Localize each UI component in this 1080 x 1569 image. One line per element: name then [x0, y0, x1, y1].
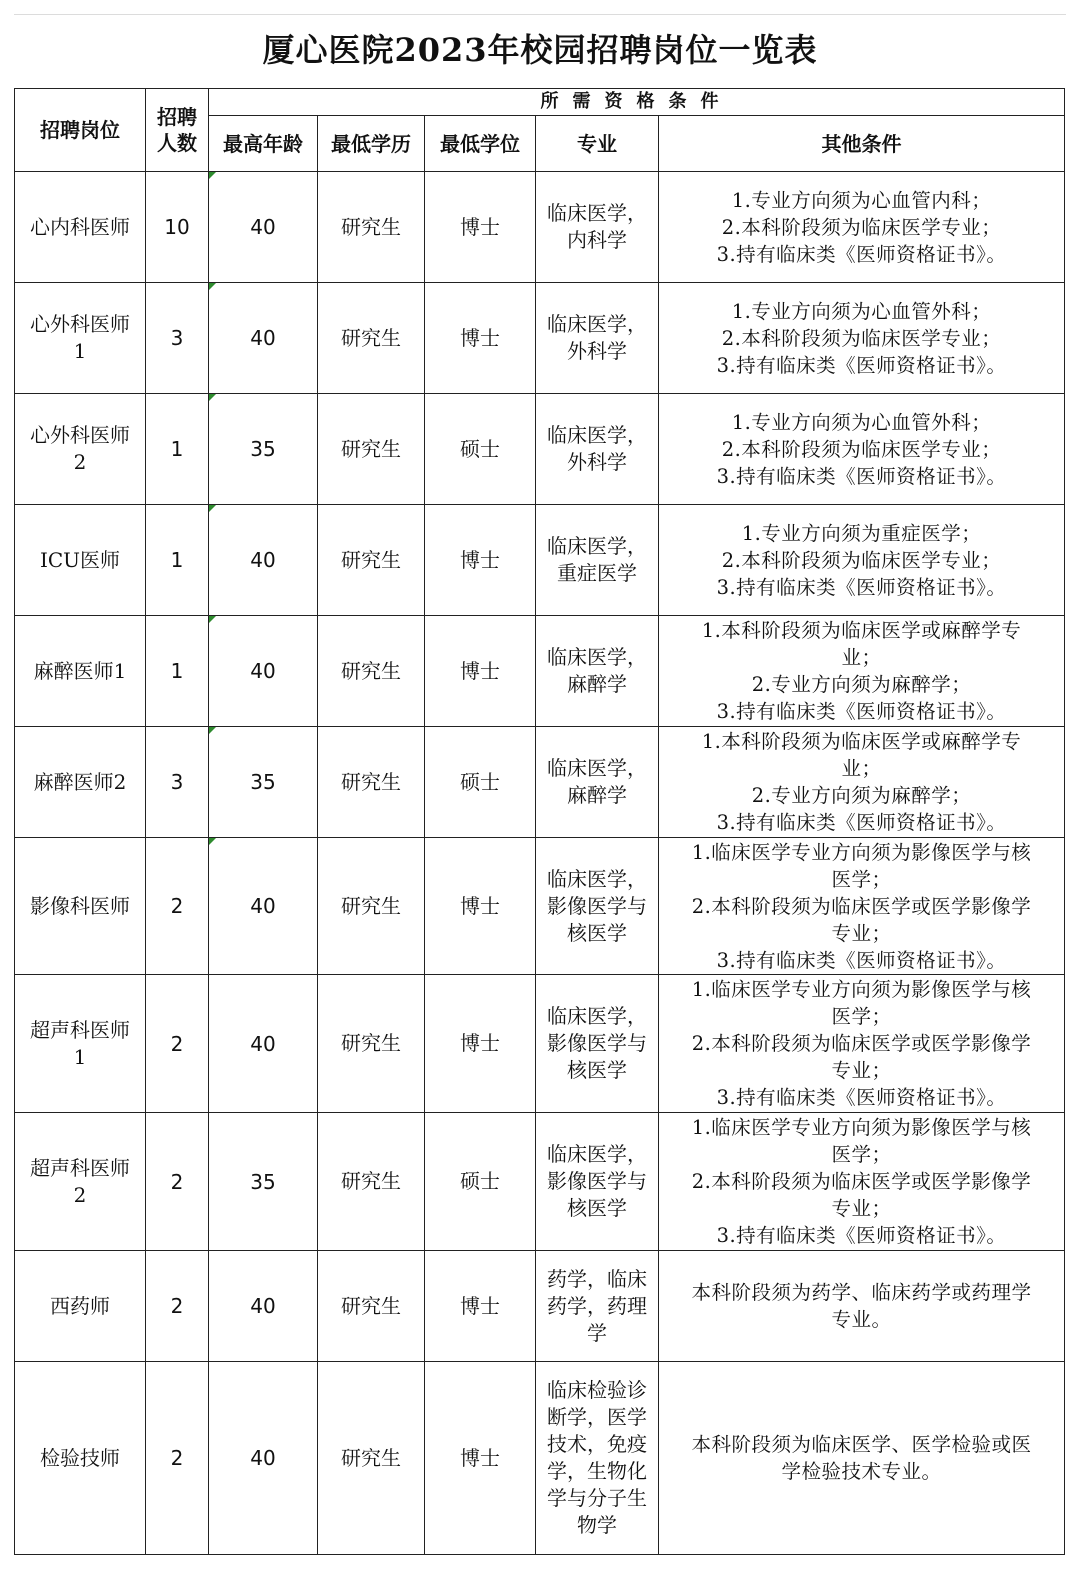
other-line: 3.持有临床类《医师资格证书》。	[716, 575, 1007, 599]
cell-count	[146, 616, 209, 727]
degree-value: 博士	[460, 547, 500, 572]
education-value: 研究生	[341, 1445, 401, 1470]
cell-max-age	[209, 283, 318, 394]
position-line: 1	[73, 1044, 87, 1069]
cell-min-degree	[425, 616, 536, 727]
major-line: 学与分子生	[547, 1486, 647, 1510]
other-line: 业；	[841, 646, 882, 669]
other-line: 3.持有临床类《医师资格证书》。	[716, 353, 1007, 377]
cell-min-education	[318, 172, 425, 283]
major-line: 药学，临床	[547, 1266, 647, 1291]
education-value: 研究生	[341, 658, 401, 683]
education-value: 研究生	[341, 1293, 401, 1318]
cell-major	[536, 1113, 659, 1251]
count-value: 2	[170, 1294, 184, 1318]
cell-other	[659, 975, 1065, 1113]
other-line: 1.本科阶段须为临床医学或麻醉学专	[701, 619, 1022, 642]
count-value: 2	[170, 894, 184, 918]
cell-min-degree	[425, 283, 536, 394]
cell-major	[536, 283, 659, 394]
cell-position	[15, 616, 146, 727]
major-line: 临床医学，	[547, 866, 647, 891]
count-value: 2	[170, 1446, 184, 1470]
cell-position	[15, 838, 146, 975]
cell-other	[659, 727, 1065, 838]
table-row	[15, 838, 1065, 975]
cell-min-degree	[425, 1251, 536, 1362]
major-line: 临床医学，	[547, 1004, 647, 1028]
cell-major	[536, 616, 659, 727]
position-line: 2	[73, 450, 87, 474]
header-row-1	[15, 89, 1065, 116]
other-line: 业；	[841, 757, 882, 780]
other-line: 医学；	[831, 867, 892, 891]
cell-major	[536, 1251, 659, 1362]
position-line: 1	[73, 339, 87, 363]
table-row	[15, 975, 1065, 1113]
cell-min-education	[318, 283, 425, 394]
position-line: ICU医师	[39, 547, 121, 572]
cell-min-education	[318, 505, 425, 616]
other-line: 专业；	[831, 921, 892, 945]
other-line: 1.专业方向须为心血管内科；	[731, 188, 992, 212]
cell-min-degree	[425, 975, 536, 1113]
cell-major	[536, 727, 659, 838]
header-min-education: 最低学历	[318, 116, 425, 172]
cell-min-degree	[425, 172, 536, 283]
age-value: 40	[250, 548, 276, 572]
major-line: 物学	[577, 1513, 617, 1537]
cell-position	[15, 394, 146, 505]
major-line: 影像医学与	[547, 893, 647, 918]
cell-position	[15, 283, 146, 394]
education-value: 研究生	[341, 1031, 401, 1055]
major-line: 麻醉学	[567, 783, 627, 807]
header-min-degree: 最低学位	[425, 116, 536, 172]
cell-min-education	[318, 1362, 425, 1555]
count-value: 1	[170, 659, 184, 683]
other-line: 1.临床医学专业方向须为影像医学与核	[691, 840, 1032, 864]
education-value: 研究生	[341, 436, 401, 461]
header-position: 招聘岗位	[15, 89, 146, 172]
header-count-line2: 人数	[157, 131, 197, 155]
header-max-age: 最高年龄	[209, 116, 318, 172]
other-line: 医学；	[831, 1005, 892, 1028]
count-value: 3	[170, 770, 184, 794]
other-line: 2.专业方向须为麻醉学；	[751, 673, 972, 696]
table-row	[15, 172, 1065, 283]
major-line: 内科学	[567, 228, 627, 252]
cell-max-age	[209, 505, 318, 616]
cell-position	[15, 727, 146, 838]
other-line: 专业。	[831, 1308, 892, 1331]
cell-min-degree	[425, 505, 536, 616]
cell-position	[15, 505, 146, 616]
other-line: 3.持有临床类《医师资格证书》。	[716, 811, 1007, 834]
position-line: 超声科医师	[30, 1155, 130, 1180]
cell-other	[659, 838, 1065, 975]
degree-value: 博士	[460, 658, 500, 683]
cell-marker-icon	[209, 394, 216, 401]
header-major: 专业	[536, 116, 659, 172]
other-line: 本科阶段须为临床医学、医学检验或医	[691, 1433, 1032, 1456]
major-line: 技术，免疫	[547, 1432, 647, 1456]
cell-max-age	[209, 172, 318, 283]
header-other: 其他条件	[659, 116, 1065, 172]
position-line: 心外科医师	[30, 312, 130, 336]
cell-position	[15, 1362, 146, 1555]
major-line: 临床医学，	[547, 756, 647, 780]
major-line: 核医学	[567, 1058, 627, 1082]
major-line: 临床医学，	[547, 1142, 647, 1166]
other-line: 3.持有临床类《医师资格证书》。	[716, 948, 1007, 972]
major-line: 外科学	[567, 450, 627, 474]
degree-value: 博士	[460, 1031, 500, 1055]
cell-min-education	[318, 1113, 425, 1251]
cell-count	[146, 172, 209, 283]
degree-value: 硕士	[460, 769, 500, 794]
education-value: 研究生	[341, 214, 401, 239]
cell-count	[146, 1251, 209, 1362]
cell-count	[146, 1113, 209, 1251]
other-line: 学检验技术专业。	[781, 1460, 942, 1483]
major-line: 影像医学与	[547, 1169, 647, 1193]
position-line: 影像科医师	[30, 893, 130, 918]
table-row	[15, 1113, 1065, 1251]
position-line: 西药师	[50, 1293, 110, 1318]
table-row	[15, 1251, 1065, 1362]
other-line: 2.本科阶段须为临床医学专业；	[721, 437, 1002, 461]
cell-other	[659, 1113, 1065, 1251]
other-line: 1.临床医学专业方向须为影像医学与核	[691, 978, 1032, 1001]
other-line: 3.持有临床类《医师资格证书》。	[716, 700, 1007, 723]
header-requirements: 所需资格条件	[209, 89, 1065, 116]
cell-other	[659, 505, 1065, 616]
cell-count	[146, 283, 209, 394]
cell-other	[659, 616, 1065, 727]
other-line: 1.本科阶段须为临床医学或麻醉学专	[701, 730, 1022, 753]
cell-major	[536, 394, 659, 505]
other-line: 2.本科阶段须为临床医学或医学影像学	[691, 1170, 1032, 1193]
cell-marker-icon	[209, 172, 216, 179]
cell-other	[659, 283, 1065, 394]
cell-marker-icon	[209, 727, 216, 734]
cell-max-age	[209, 838, 318, 975]
table-row	[15, 1362, 1065, 1555]
cell-other	[659, 1362, 1065, 1555]
cell-max-age	[209, 727, 318, 838]
header-count-line1: 招聘	[157, 105, 197, 129]
major-line: 药学，药理	[547, 1293, 647, 1318]
cell-major	[536, 172, 659, 283]
major-line: 学	[587, 1320, 607, 1345]
cell-min-education	[318, 727, 425, 838]
table-row	[15, 394, 1065, 505]
cell-max-age	[209, 1251, 318, 1362]
age-value: 40	[250, 1294, 276, 1318]
age-value: 40	[250, 215, 276, 239]
cell-count	[146, 975, 209, 1113]
position-line: 心内科医师	[30, 214, 130, 239]
age-value: 40	[250, 326, 276, 350]
cell-marker-icon	[209, 616, 216, 623]
age-value: 40	[250, 659, 276, 683]
cell-max-age	[209, 975, 318, 1113]
cell-count	[146, 838, 209, 975]
degree-value: 博士	[460, 214, 500, 239]
table-row	[15, 616, 1065, 727]
cell-major	[536, 1362, 659, 1555]
top-rule	[14, 14, 1066, 15]
cell-max-age	[209, 1362, 318, 1555]
count-value: 10	[164, 215, 190, 239]
major-line: 临床医学，	[547, 312, 647, 336]
age-value: 35	[250, 1169, 276, 1194]
major-line: 影像医学与	[547, 1031, 647, 1055]
other-line: 3.持有临床类《医师资格证书》。	[716, 1086, 1007, 1109]
cell-min-education	[318, 975, 425, 1113]
major-line: 临床医学，	[547, 201, 647, 225]
other-line: 3.持有临床类《医师资格证书》。	[716, 1224, 1007, 1247]
page-title: 厦心医院2023年校园招聘岗位一览表	[262, 31, 818, 69]
degree-value: 博士	[460, 1293, 500, 1318]
degree-value: 硕士	[460, 436, 500, 461]
recruitment-table	[14, 88, 1065, 1555]
age-value: 35	[250, 770, 276, 794]
other-line: 1.专业方向须为心血管外科；	[731, 410, 992, 434]
major-line: 学，生物化	[547, 1459, 647, 1483]
cell-count	[146, 727, 209, 838]
cell-other	[659, 394, 1065, 505]
other-line: 2.本科阶段须为临床医学专业；	[721, 326, 1002, 350]
table-row	[15, 283, 1065, 394]
other-line: 专业；	[831, 1059, 892, 1082]
other-line: 1.临床医学专业方向须为影像医学与核	[691, 1116, 1032, 1139]
major-line: 重症医学	[557, 561, 637, 585]
position-line: 2	[73, 1182, 87, 1207]
other-line: 3.持有临床类《医师资格证书》。	[716, 242, 1007, 266]
cell-min-education	[318, 838, 425, 975]
cell-max-age	[209, 394, 318, 505]
cell-count	[146, 505, 209, 616]
cell-min-education	[318, 394, 425, 505]
education-value: 研究生	[341, 893, 401, 918]
count-value: 3	[170, 326, 184, 350]
education-value: 研究生	[341, 769, 401, 794]
header-count	[146, 89, 209, 172]
major-line: 临床医学，	[547, 534, 647, 558]
cell-max-age	[209, 616, 318, 727]
cell-min-degree	[425, 394, 536, 505]
position-line: 超声科医师	[30, 1017, 130, 1042]
major-line: 临床医学，	[547, 645, 647, 669]
major-line: 麻醉学	[567, 672, 627, 696]
position-line: 麻醉医师1	[33, 658, 127, 683]
cell-major	[536, 975, 659, 1113]
other-line: 3.持有临床类《医师资格证书》。	[716, 464, 1007, 488]
major-line: 外科学	[567, 339, 627, 363]
other-line: 1.专业方向须为重症医学；	[741, 521, 982, 545]
education-value: 研究生	[341, 547, 401, 572]
education-value: 研究生	[341, 1169, 401, 1193]
other-line: 1.专业方向须为心血管外科；	[731, 299, 992, 323]
major-line: 断学，医学	[547, 1405, 647, 1429]
cell-position	[15, 1113, 146, 1251]
age-value: 40	[250, 1446, 276, 1470]
other-line: 本科阶段须为药学、临床药学或药理学	[691, 1281, 1032, 1304]
cell-other	[659, 172, 1065, 283]
cell-min-degree	[425, 1362, 536, 1555]
cell-min-education	[318, 616, 425, 727]
degree-value: 硕士	[460, 1169, 500, 1193]
cell-min-degree	[425, 1113, 536, 1251]
other-line: 2.本科阶段须为临床医学专业；	[721, 548, 1002, 572]
cell-marker-icon	[209, 505, 216, 512]
cell-max-age	[209, 1113, 318, 1251]
major-line: 临床医学，	[547, 423, 647, 447]
count-value: 2	[170, 1031, 184, 1056]
degree-value: 博士	[460, 325, 500, 350]
cell-other	[659, 1251, 1065, 1362]
cell-marker-icon	[209, 283, 216, 290]
degree-value: 博士	[460, 1445, 500, 1470]
table-row	[15, 727, 1065, 838]
cell-major	[536, 838, 659, 975]
cell-count	[146, 394, 209, 505]
count-value: 1	[170, 548, 184, 572]
cell-major	[536, 505, 659, 616]
position-line: 麻醉医师2	[33, 769, 127, 794]
other-line: 2.专业方向须为麻醉学；	[751, 784, 972, 807]
other-line: 2.本科阶段须为临床医学或医学影像学	[691, 894, 1032, 918]
other-line: 医学；	[831, 1143, 892, 1166]
major-line: 核医学	[567, 1196, 627, 1220]
age-value: 40	[250, 894, 276, 918]
education-value: 研究生	[341, 325, 401, 350]
count-value: 2	[170, 1169, 184, 1194]
cell-position	[15, 1251, 146, 1362]
cell-min-degree	[425, 727, 536, 838]
table-row	[15, 505, 1065, 616]
age-value: 35	[250, 437, 276, 461]
other-line: 2.本科阶段须为临床医学或医学影像学	[691, 1032, 1032, 1055]
other-line: 专业；	[831, 1197, 892, 1220]
major-line: 临床检验诊	[547, 1378, 647, 1402]
cell-marker-icon	[209, 838, 216, 845]
degree-value: 博士	[460, 893, 500, 918]
major-line: 核医学	[567, 920, 627, 945]
age-value: 40	[250, 1031, 276, 1056]
count-value: 1	[170, 437, 184, 461]
cell-position	[15, 975, 146, 1113]
other-line: 2.本科阶段须为临床医学专业；	[721, 215, 1002, 239]
cell-position	[15, 172, 146, 283]
position-line: 检验技师	[40, 1445, 120, 1470]
cell-count	[146, 1362, 209, 1555]
cell-min-education	[318, 1251, 425, 1362]
cell-min-degree	[425, 838, 536, 975]
position-line: 心外科医师	[30, 423, 130, 447]
